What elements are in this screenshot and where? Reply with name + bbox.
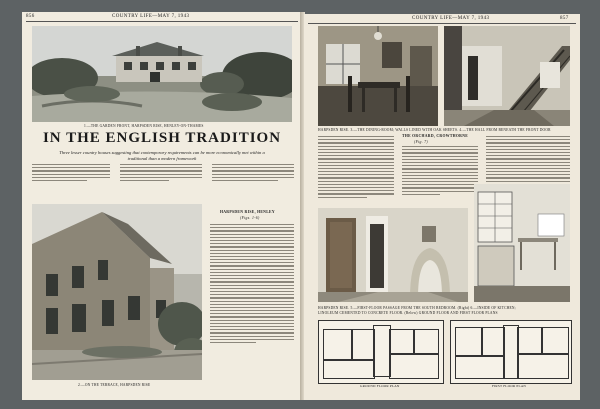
right-header-rule (308, 23, 576, 24)
header-rule (26, 21, 298, 22)
kitchen-image (474, 184, 570, 302)
body-text-column-2 (120, 164, 202, 183)
left-section-title: HARPSDEN RISE, HENLEY (220, 210, 275, 214)
right-page-number: 857 (560, 16, 569, 21)
left-page (22, 12, 302, 400)
right-running-head: COUNTRY LIFE—MAY 7, 1943 (412, 16, 490, 21)
hall-image (444, 26, 570, 126)
body-text-column-4 (210, 224, 294, 345)
body-text-column-3 (212, 164, 294, 183)
passage-kitchen-caption-2: LINOLEUM CEMENTED TO CONCRETE FLOOR. (Below) GROUND FLOOR AND FIRST FLOOR PLANS (318, 311, 498, 315)
left-section-figs: (Figs. 1-6) (240, 216, 260, 220)
garden-front-image (32, 26, 292, 122)
kitchen-photo (474, 184, 570, 302)
dining-room-image (318, 26, 438, 126)
article-headline: IN THE ENGLISH TRADITION (42, 130, 282, 146)
terrace-photo (32, 204, 202, 380)
right-page (304, 14, 580, 400)
passage-image (318, 208, 468, 302)
garden-front-photo (32, 26, 292, 122)
right-section-title: THE ORCHARD, CROWTHORNE (402, 134, 469, 138)
passage-kitchen-caption-1: HARPSDEN RISE. 5.—FIRST-FLOOR PASSAGE FROM THE SOUTH BEDROOM. (Right) 6.—INSIDE OF KITCHEN; (318, 306, 516, 310)
right-text-column-1 (318, 136, 394, 200)
right-text-column-2 (402, 146, 478, 197)
article-dek: Three lesser country houses suggesting that contemporary requirements can be more economically met within a traditional than a modern framework (59, 150, 265, 161)
terrace-image (32, 204, 202, 380)
ground-floor-plan (318, 320, 444, 384)
first-floor-plan (450, 320, 572, 384)
first-floor-plan-label: FIRST FLOOR PLAN (492, 384, 527, 388)
ground-floor-plan-label: GROUND FLOOR PLAN (360, 384, 400, 388)
passage-photo (318, 208, 468, 302)
body-text-column-1 (32, 164, 110, 183)
garden-front-caption: 1.—THE GARDEN FRONT, HARPSDEN RISE, HENLEY-ON-THAMES (84, 124, 204, 128)
rooms-caption: HARPSDEN RISE. 3.—THE DINING-ROOM; WALLS LINED WITH OAK SHEETS. 4.—THE HALL FROM BENEATH THE FRONT DOOR (318, 128, 551, 132)
terrace-caption: 2.—ON THE TERRACE, HARPSDEN RISE (78, 383, 151, 387)
hall-photo (444, 26, 570, 126)
right-section-figs: (Fig. 7) (414, 140, 428, 144)
left-page-number: 856 (26, 14, 35, 19)
dining-room-photo (318, 26, 438, 126)
left-running-head: COUNTRY LIFE—MAY 7, 1943 (112, 14, 190, 19)
